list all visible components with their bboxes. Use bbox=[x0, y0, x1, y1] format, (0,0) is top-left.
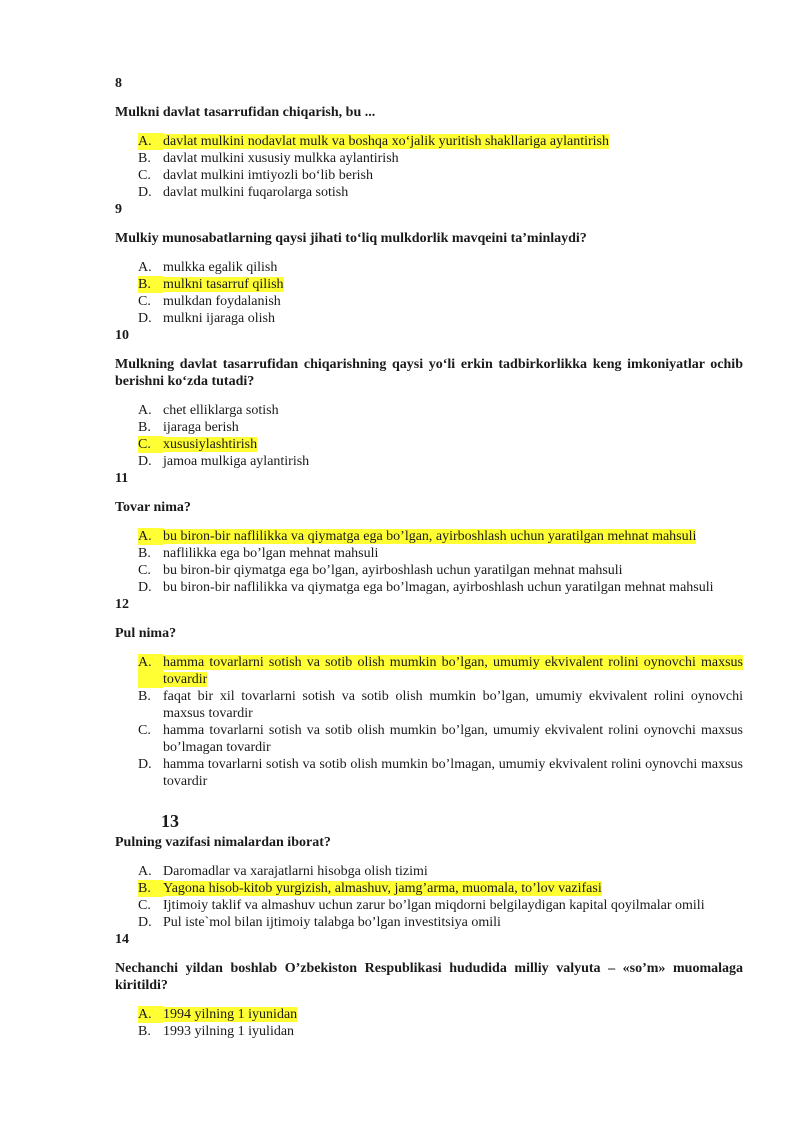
option-text: davlat mulkini imtiyozli bo‘lib berish bbox=[163, 168, 373, 183]
option-d[interactable] bbox=[115, 579, 743, 596]
options-list bbox=[115, 402, 743, 470]
options-list bbox=[115, 863, 743, 931]
option-text: hamma tovarlarni sotish va sotib olish mumkin bo’lgan, umumiy ekvivalent rolini oynovchi maxsus bo’lmagan tovardir bbox=[163, 723, 743, 755]
option-b[interactable] bbox=[115, 419, 743, 436]
option-text: mulkni ijaraga olish bbox=[163, 311, 275, 326]
option-letter: B. bbox=[138, 420, 151, 435]
options-list bbox=[115, 528, 743, 596]
question-number: 12 bbox=[115, 597, 129, 612]
option-b[interactable] bbox=[115, 545, 743, 562]
option-a[interactable] bbox=[115, 259, 743, 276]
option-text: jamoa mulkiga aylantirish bbox=[163, 454, 310, 469]
option-letter: C. bbox=[138, 436, 163, 453]
option-letter: C. bbox=[138, 563, 151, 578]
option-text: 1994 yilning 1 iyunidan bbox=[163, 1007, 298, 1022]
option-letter: C. bbox=[138, 168, 151, 183]
option-b[interactable] bbox=[115, 276, 743, 293]
option-text: mulkka egalik qilish bbox=[163, 260, 278, 275]
option-d[interactable] bbox=[115, 184, 743, 201]
question-text: Mulkni davlat tasarrufidan chiqarish, bu ... bbox=[115, 105, 376, 120]
question-text: Tovar nima? bbox=[115, 500, 191, 515]
option-c[interactable] bbox=[115, 722, 743, 756]
option-text: Daromadlar va xarajatlarni hisobga olish tizimi bbox=[163, 864, 428, 879]
option-text: bu biron-bir naflilikka va qiymatga ega bo’lmagan, ayirboshlash uchun yaratilgan mehnat mahsuli bbox=[163, 580, 714, 595]
option-c[interactable] bbox=[115, 293, 743, 310]
question-number: 8 bbox=[115, 76, 122, 91]
option-letter: C. bbox=[138, 898, 151, 913]
option-text: chet elliklarga sotish bbox=[163, 403, 279, 418]
option-d[interactable] bbox=[115, 453, 743, 470]
option-a[interactable] bbox=[115, 528, 743, 545]
question-text: Mulkning davlat tasarrufidan chiqarishning qaysi yo‘li erkin tadbirkorlikka keng imkoniyatlar ochib berishni ko‘zda tutadi? bbox=[115, 357, 743, 389]
option-text: hamma tovarlarni sotish va sotib olish mumkin bo’lmagan, umumiy ekvivalent rolini oynovchi maxsus tovardir bbox=[163, 757, 743, 789]
option-letter: A. bbox=[138, 528, 163, 545]
option-letter: B. bbox=[138, 689, 151, 704]
option-b[interactable] bbox=[115, 1023, 743, 1040]
option-a[interactable] bbox=[115, 133, 743, 150]
option-letter: B. bbox=[138, 151, 151, 166]
option-text: Ijtimoiy taklif va almashuv uchun zarur bo’lgan miqdorni belgilaydigan kapital qoyilmalar omili bbox=[163, 898, 705, 913]
option-letter: B. bbox=[138, 276, 163, 293]
option-letter: A. bbox=[138, 864, 152, 879]
option-c[interactable] bbox=[115, 897, 743, 914]
options-list bbox=[115, 259, 743, 327]
option-b[interactable] bbox=[115, 688, 743, 722]
option-text: hamma tovarlarni sotish va sotib olish mumkin bo’lgan, umumiy ekvivalent rolini oynovchi maxsus tovardir bbox=[163, 655, 743, 687]
question-text: Pulning vazifasi nimalardan iborat? bbox=[115, 835, 331, 850]
option-letter: D. bbox=[138, 454, 152, 469]
option-text: faqat bir xil tovarlarni sotish va sotib olish mumkin bo’lgan, umumiy ekvivalent rolini oynovchi maxsus tovardir bbox=[163, 689, 743, 721]
option-text: davlat mulkini fuqarolarga sotish bbox=[163, 185, 349, 200]
option-c[interactable] bbox=[115, 167, 743, 184]
option-letter: B. bbox=[138, 1024, 151, 1039]
option-d[interactable] bbox=[115, 310, 743, 327]
options-list bbox=[115, 1006, 743, 1040]
option-a[interactable] bbox=[115, 654, 743, 688]
question-number: 10 bbox=[115, 328, 129, 343]
option-b[interactable] bbox=[115, 150, 743, 167]
options-list bbox=[115, 654, 743, 790]
option-a[interactable] bbox=[115, 1006, 743, 1023]
option-letter: C. bbox=[138, 294, 151, 309]
option-d[interactable] bbox=[115, 914, 743, 931]
question-text: Pul nima? bbox=[115, 626, 177, 641]
option-d[interactable] bbox=[115, 756, 743, 790]
option-letter: A. bbox=[138, 1006, 163, 1023]
option-letter: B. bbox=[138, 546, 151, 561]
test-page bbox=[115, 75, 743, 1040]
question-text: Mulkiy munosabatlarning qaysi jihati to‘liq mulkdorlik mavqeini ta’minlaydi? bbox=[115, 231, 587, 246]
options-list bbox=[115, 133, 743, 201]
option-text: 1993 yilning 1 iyulidan bbox=[163, 1024, 295, 1039]
question-number: 13 bbox=[161, 811, 179, 831]
option-text: ijaraga berish bbox=[163, 420, 239, 435]
option-text: xususiylashtirish bbox=[163, 437, 258, 452]
option-text: Yagona hisob-kitob yurgizish, almashuv, jamg’arma, muomala, to’lov vazifasi bbox=[163, 881, 602, 896]
option-a[interactable] bbox=[115, 863, 743, 880]
option-letter: D. bbox=[138, 185, 152, 200]
option-text: davlat mulkini xususiy mulkka aylantirish bbox=[163, 151, 399, 166]
option-letter: B. bbox=[138, 880, 163, 897]
option-text: bu biron-bir qiymatga ega bo’lgan, ayirboshlash uchun yaratilgan mehnat mahsuli bbox=[163, 563, 623, 578]
option-letter: A. bbox=[138, 133, 163, 150]
option-text: Pul iste`mol bilan ijtimoiy talabga bo’lgan investitsiya omili bbox=[163, 915, 501, 930]
option-a[interactable] bbox=[115, 402, 743, 419]
option-letter: A. bbox=[138, 260, 152, 275]
question-number: 9 bbox=[115, 202, 122, 217]
option-b[interactable] bbox=[115, 880, 743, 897]
option-text: mulkdan foydalanish bbox=[163, 294, 281, 309]
question-number: 14 bbox=[115, 932, 129, 947]
option-text: bu biron-bir naflilikka va qiymatga ega bo’lgan, ayirboshlash uchun yaratilgan mehnat mahsuli bbox=[163, 529, 697, 544]
option-text: davlat mulkini nodavlat mulk va boshqa xo‘jalik yuritish shakllariga aylantirish bbox=[163, 134, 609, 149]
option-c[interactable] bbox=[115, 562, 743, 579]
option-letter: D. bbox=[138, 915, 152, 930]
question-number: 11 bbox=[115, 471, 129, 486]
question-text: Nechanchi yildan boshlab O’zbekiston Respublikasi hududida milliy valyuta – «so’m» muomalaga kiritildi? bbox=[115, 961, 743, 993]
option-text: naflilikka ega bo’lgan mehnat mahsuli bbox=[163, 546, 379, 561]
option-letter: C. bbox=[138, 723, 151, 738]
option-letter: A. bbox=[138, 654, 163, 688]
option-letter: D. bbox=[138, 311, 152, 326]
option-letter: A. bbox=[138, 403, 152, 418]
option-letter: D. bbox=[138, 580, 152, 595]
option-text: mulkni tasarruf qilish bbox=[163, 277, 284, 292]
option-c[interactable] bbox=[115, 436, 743, 453]
option-letter: D. bbox=[138, 757, 152, 772]
